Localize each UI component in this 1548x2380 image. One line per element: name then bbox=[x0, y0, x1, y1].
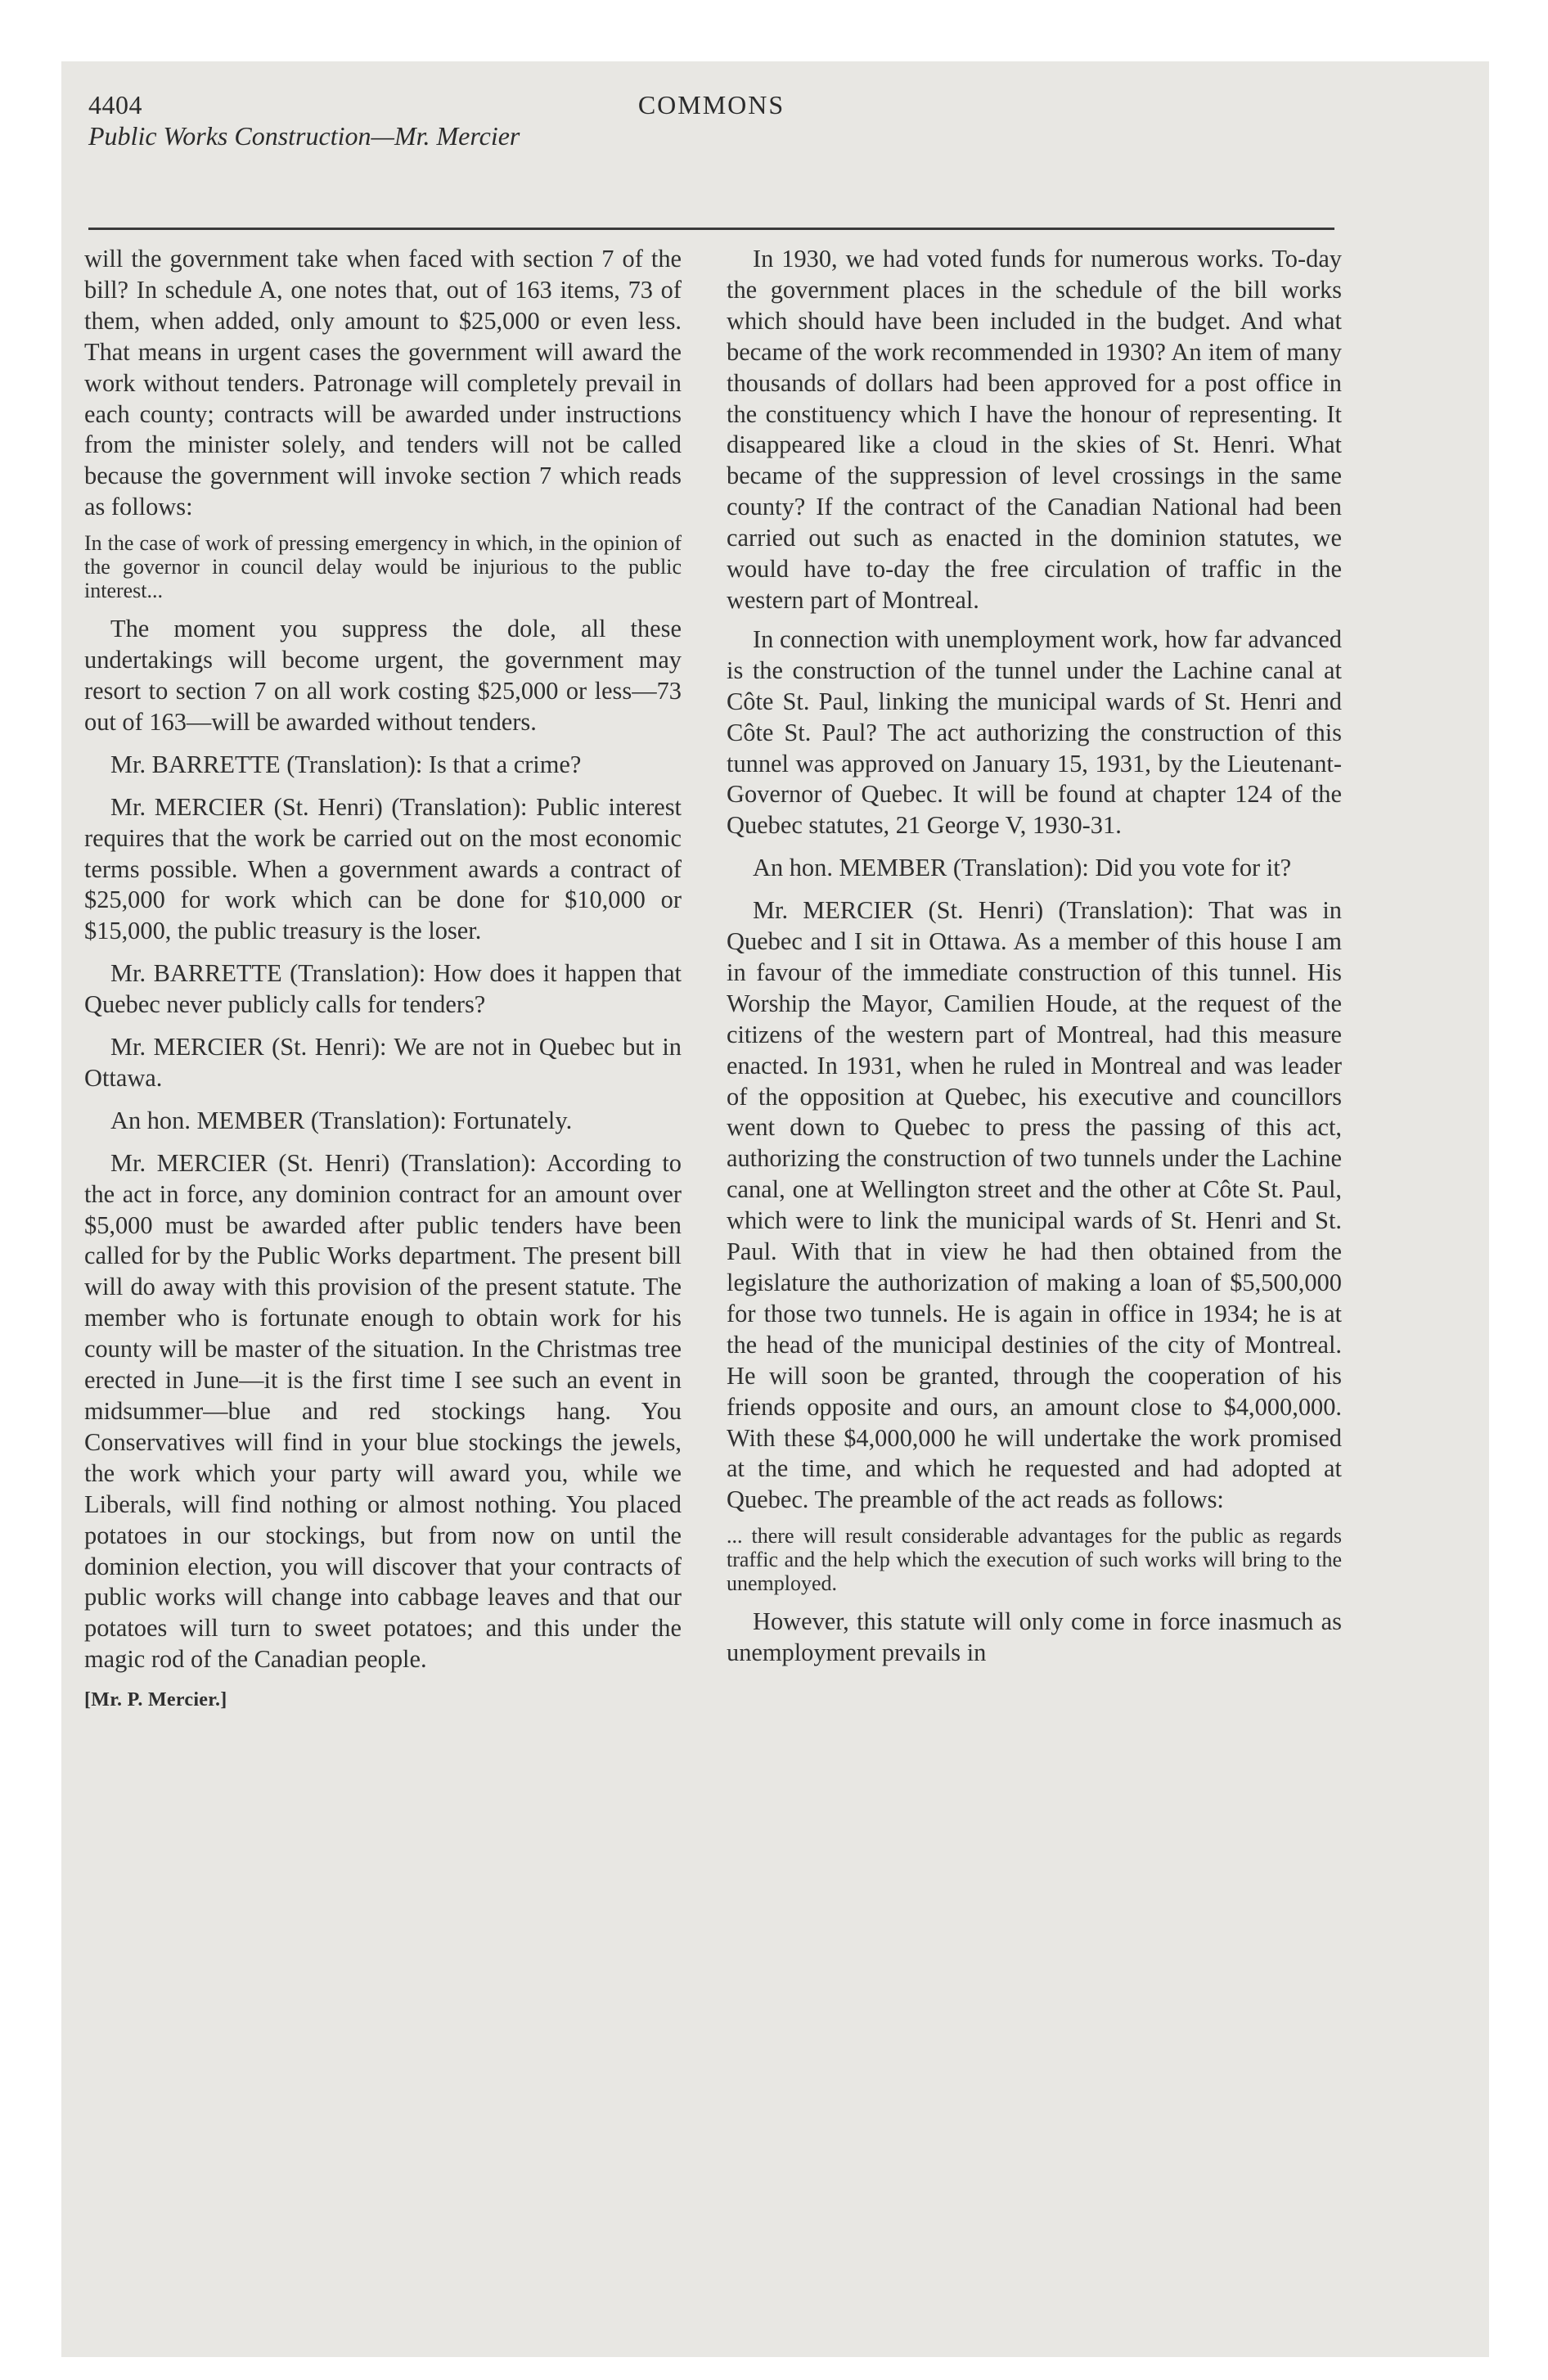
paragraph: In 1930, we had voted funds for numerous works. To-day the government places in the schedule of the bill works which should have been included in the budget. And what became of the work recommended in 1930? An item of many thousands of dollars had been approved for a post office in the constituency which I have the honour of representing. It disappeared like a cloud in the skies of St. Henri. What became of the suppression of level crossings in the same county? If the contract of the Canadian National had been carried out such as enacted in the dominion statutes, we would have to-day the free circulation of traffic in the western part of Montreal. bbox=[727, 245, 1342, 614]
paragraph: will the government take when faced with section 7 of the bill? In schedule A, one notes that, out of 163 items, 73 of them, when added, only amount to $25,000 or even less. That means in urgent cases the government will award the work without tenders. Patronage will completely prevail in each county; contracts will be awarded under instructions from the minister solely, and tenders will not be called because the government will invoke section 7 which reads as follows: bbox=[84, 245, 682, 521]
speech-member: An hon. MEMBER (Translation): Fortunately. bbox=[110, 1106, 573, 1134]
page-header bbox=[88, 90, 1334, 213]
speech-barrette: Mr. BARRETTE (Translation): Is that a crime? bbox=[110, 750, 582, 778]
speech-mercier: Mr. MERCIER (St. Henri) (Translation): Public interest requires that the work be carried out on the most economic terms possible. When a government awards a contract of $25,000 for work which can be done for $10,000 or $15,000, the public treasury is the loser. bbox=[84, 792, 682, 945]
paragraph: The moment you suppress the dole, all these undertakings will become urgent, the government may resort to section 7 on all work costing $25,000 or less—73 out of 163—will be awarded without tenders. bbox=[84, 615, 682, 736]
paragraph: However, this statute will only come in force inasmuch as unemployment prevails in bbox=[727, 1607, 1342, 1667]
header-rule bbox=[88, 228, 1334, 230]
section-title: COMMONS bbox=[637, 90, 785, 119]
block-quote: ... there will result considerable advantages for the public as regards traffic and the help which the execution of such works will bring to the unemployed. bbox=[727, 1524, 1342, 1596]
left-column bbox=[84, 244, 682, 1724]
running-head: Public Works Construction—Mr. Mercier bbox=[88, 121, 520, 151]
page-number: 4404 bbox=[88, 90, 142, 119]
speech-mercier: Mr. MERCIER (St. Henri) (Translation): That was in Quebec and I sit in Ottawa. As a member of this house I am in favour of the immediate construction of this tunnel. His Worship the Mayor, Camilien Houde, at the request of the citizens of the western part of Montreal, had this measure enacted. In 1931, when he ruled in Montreal and was leader of the opposition at Quebec, his executive and councillors went down to Quebec to press the passing of this act, authorizing the construction of two tunnels under the Lachine canal, one at Wellington street and the other at Côte St. Paul, which were to link the municipal wards of St. Henri and St. Paul. With that in view he had then obtained from the legislature the authorization of making a loan of $5,500,000 for those two tunnels. He is again in office in 1934; he is at the head of the municipal destinies of the city of Montreal. He will soon be granted, through the cooperation of his friends opposite and ours, an amount close to $4,000,000. With these $4,000,000 he will undertake the work promised at the time, and which he requested and had adopted at Quebec. The preamble of the act reads as follows: bbox=[727, 896, 1342, 1514]
speech-member: An hon. MEMBER (Translation): Did you vote for it? bbox=[753, 854, 1292, 882]
paragraph: In connection with unemployment work, how far advanced is the construction of the tunnel under the Lachine canal at Côte St. Paul, linking the municipal wards of St. Henri and Côte St. Paul? The act authorizing the construction of this tunnel was approved on January 15, 1931, by the Lieutenant-Governor of Quebec. It will be found at chapter 124 of the Quebec statutes, 21 George V, 1930-31. bbox=[727, 624, 1342, 840]
right-column bbox=[727, 244, 1342, 1677]
block-quote: In the case of work of pressing emergency in which, in the opinion of the governor in council delay would be injurious to the public interest... bbox=[84, 531, 682, 603]
speech-mercier: Mr. MERCIER (St. Henri) (Translation): According to the act in force, any dominion contract for an amount over $5,000 must be awarded after public tenders have been called for by the Public Works department. The present bill will do away with this provision of the present statute. The member who is fortunate enough to obtain work for his county will be master of the situation. In the Christmas tree erected in June—it is the first time I see such an event in midsummer—blue and red stockings hang. You Conservatives will find in your blue stockings the jewels, the work which your party will award you, while we Liberals, will find nothing or almost nothing. You placed potatoes in our stockings, but from now on until the dominion election, you will discover that your contracts of public works will change into cabbage leaves and that our potatoes will turn to sweet potatoes; and this under the magic rod of the Canadian people. bbox=[84, 1148, 682, 1674]
speech-barrette: Mr. BARRETTE (Translation): How does it happen that Quebec never publicly calls for tenders? bbox=[84, 959, 682, 1019]
speech-mercier: Mr. MERCIER (St. Henri): We are not in Quebec but in Ottawa. bbox=[84, 1033, 682, 1092]
speaker-attribution: [Mr. P. Mercier.] bbox=[84, 1689, 227, 1711]
